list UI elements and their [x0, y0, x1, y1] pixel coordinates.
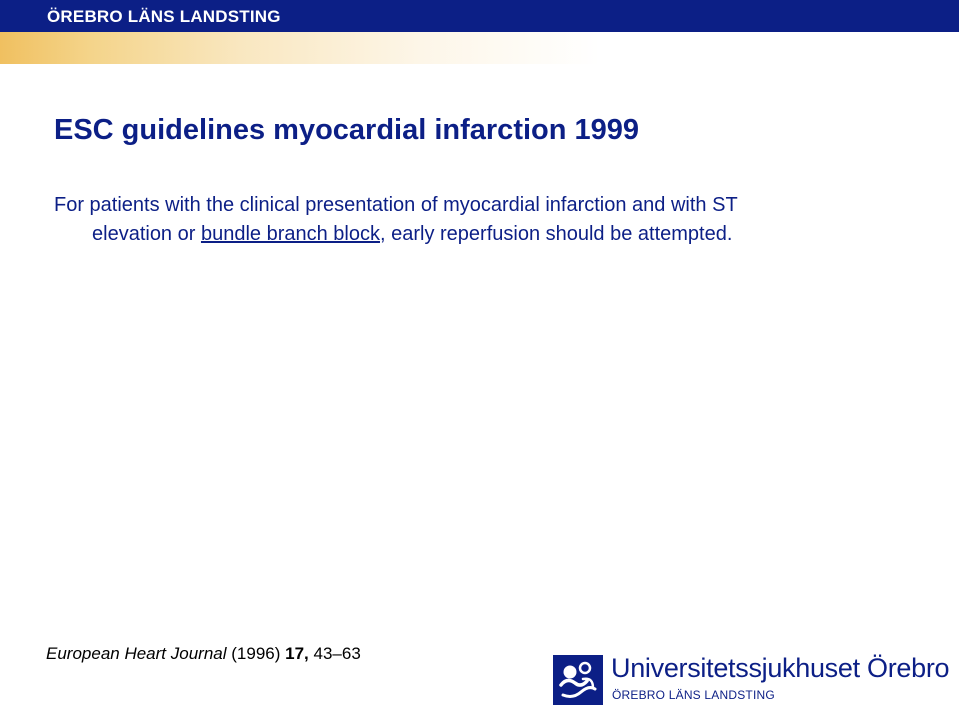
slide-title: ESC guidelines myocardial infarction 1999 — [54, 114, 640, 146]
header-bar — [0, 0, 959, 32]
bundle-branch-block-term: bundle branch block — [200, 223, 380, 245]
logo-name: Universitetssjukhuset Örebro — [611, 653, 950, 683]
citation — [46, 644, 361, 664]
body-line-2 — [54, 220, 914, 249]
citation-pages: 43–63 — [313, 644, 361, 663]
citation-volume: 17, — [285, 644, 309, 663]
hospital-logo-icon — [553, 655, 603, 705]
body-line-1: For patients with the clinical presentation of myocardial infarction and with ST — [54, 194, 738, 216]
citation-journal: European Heart Journal — [46, 644, 227, 663]
citation-year: (1996) — [231, 644, 281, 663]
header-organization: ÖREBRO LÄNS LANDSTING — [47, 7, 281, 26]
slide-body — [54, 191, 914, 249]
body-line-2-start: elevation or — [92, 223, 201, 245]
accent-band — [0, 32, 600, 64]
logo-subtitle: ÖREBRO LÄNS LANDSTING — [612, 688, 775, 702]
body-line-2-end: , early reperfusion should be attempted. — [379, 223, 733, 245]
